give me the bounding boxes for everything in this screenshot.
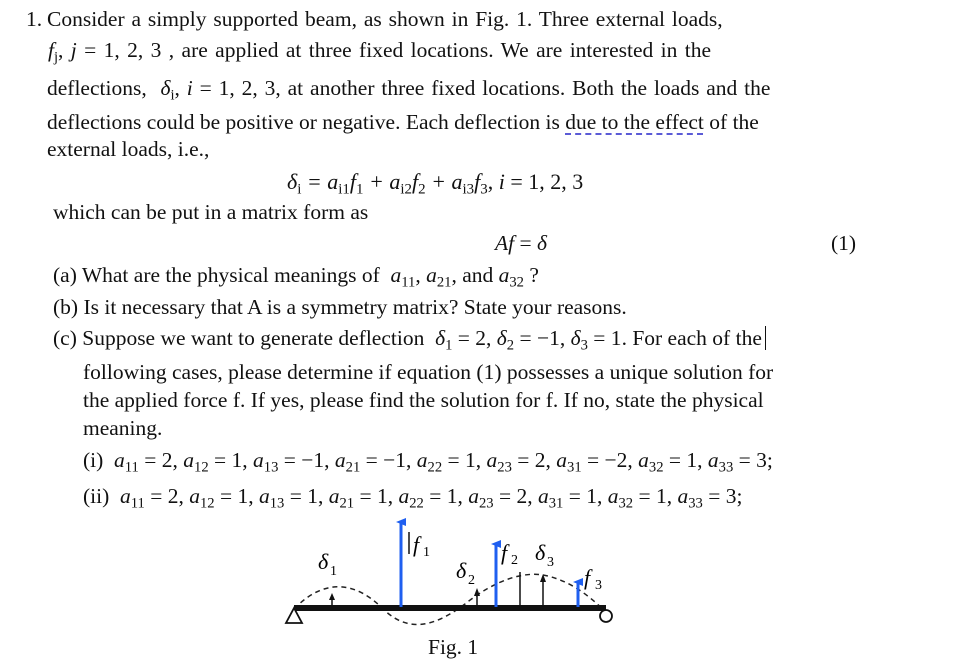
label-delta3: δ [535,540,546,565]
question-a: (a) What are the physical meanings of $a_{11}$, $a_{21}$, and $a_{32}$ ? [53,263,539,291]
svg-text:3: 3 [595,578,602,593]
question-c-line-4: meaning. [83,416,163,440]
svg-text:3: 3 [547,555,554,570]
deflection-curve [294,574,606,624]
label-delta2: δ [456,558,467,583]
label-f2: f [501,540,508,565]
equation-number: (1) [831,231,857,255]
figure-caption: Fig. 1 [428,635,479,659]
line-4: deflections could be positive or negative. Each deflection is due to the effect of the [47,110,759,134]
deflection-equation: $\delta_i = a_{i1}f_1 + a_{i2}f_2 + a_{i3}f_3$, i = 1, 2, 3 [287,169,584,198]
question-b: (b) Is it necessary that A is a symmetry matrix? State your reasons. [53,295,627,319]
line-7: which can be put in a matrix form as [53,200,369,224]
text-cursor [765,326,767,350]
svg-text:1: 1 [423,545,430,560]
svg-text:1: 1 [330,564,337,579]
question-c-line-2: following cases, please determine if equation (1) possesses a unique solution for [83,360,774,384]
beam-figure [280,512,640,637]
question-c-line-3: the applied force f. If yes, please find the solution for f. If no, state the physical [83,388,764,412]
label-f3: f [584,565,591,590]
roller-support [600,610,612,622]
svg-text:2: 2 [468,573,475,588]
question-c: (c) Suppose we want to generate deflection $\delta_1 = 2$, $\delta_2 = -1$, $\delta_3 = 1$. For each of the [53,325,766,351]
line-3: deflections, $\delta_i$, i = 1, 2, 3, at another three fixed locations. Both the loads and the [47,76,771,104]
underlined-phrase[interactable]: due to the effect [565,110,704,134]
matrix-equation: Af = δ [495,231,547,255]
line-1: Consider a simply supported beam, as shown in Fig. 1. Three external loads, [47,7,723,31]
case-i: (i) $a_{11} = 2$, $a_{12} = 1$, $a_{13} = -1$, $a_{21} = -1$, $a_{22} = 1$, $a_{23} = 2$, $a_{31} = -2$, $a_{32} = 1$, $a_{33} = 3$; [83,448,773,476]
line-5: external loads, i.e., [47,137,210,161]
line-2: $f_j$, j = 1, 2, 3 , are applied at three fixed locations. We are interested in the [48,38,712,66]
label-f1: f [413,532,420,557]
problem-number: 1. [26,7,43,31]
label-delta1: δ [318,549,329,574]
case-ii: (ii) $a_{11} = 2$, $a_{12} = 1$, $a_{13} = 1$, $a_{21} = 1$, $a_{22} = 1$, $a_{23} = 2$, $a_{31} = 1$, $a_{32} = 1$, $a_{33} = 3$; [83,484,743,512]
line-2-text: are applied at three fixed locations. We are interested in the [174,38,712,62]
svg-text:2: 2 [511,553,518,568]
